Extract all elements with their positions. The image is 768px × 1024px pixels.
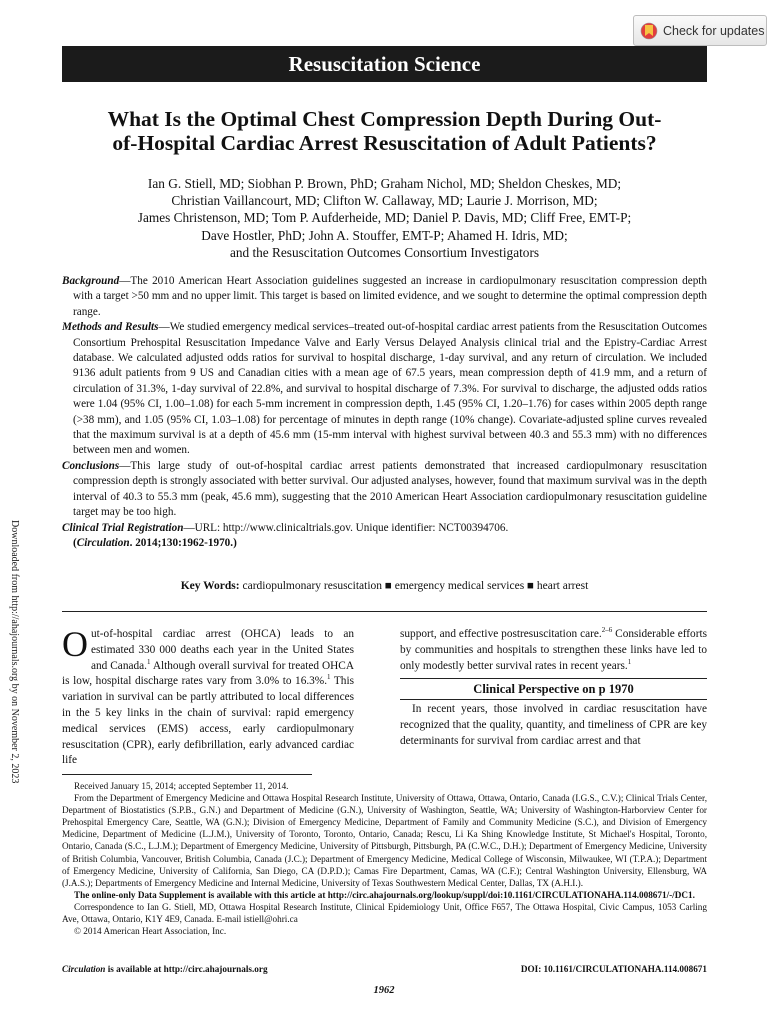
keyword: emergency medical services bbox=[394, 580, 525, 592]
square-bullet-icon: ■ bbox=[384, 580, 392, 592]
footnotes bbox=[62, 780, 707, 937]
square-bullet-icon: ■ bbox=[527, 580, 534, 592]
author-line: James Christenson, MD; Tom P. Aufderheide, MD; Daniel P. Davis, MD; Cliff Free, EMT-P; bbox=[137, 210, 632, 226]
citation-rest: . 2014;130:1962-1970.) bbox=[129, 536, 237, 549]
background-text: —The 2010 American Heart Association guidelines suggested an increase in cardiopulmonary resuscitation compression depth with a target >50 mm and no upper limit. This target is based on limited evidence, and we sought to determine the optimal compression depth range. bbox=[73, 275, 707, 318]
author-line: Christian Vaillancourt, MD; Clifton W. Callaway, MD; Laurie J. Morrison, MD; bbox=[171, 193, 598, 209]
crossmark-icon bbox=[640, 21, 658, 41]
author-list bbox=[62, 175, 707, 261]
journal-name: Circulation bbox=[62, 964, 106, 974]
title-line-1: What Is the Optimal Chest Compression Depth During Out- bbox=[107, 107, 662, 131]
author-line: Dave Hostler, PhD; John A. Stouffer, EMT-P; Ahamed H. Idris, MD; bbox=[201, 227, 568, 243]
check-for-updates-button[interactable] bbox=[633, 15, 767, 46]
abstract-trial-registration bbox=[62, 521, 707, 536]
citation-journal: Circulation bbox=[76, 536, 130, 549]
doi: DOI: 10.1161/CIRCULATIONAHA.114.008671 bbox=[520, 964, 707, 974]
drop-cap: O bbox=[62, 624, 88, 664]
abstract bbox=[62, 274, 707, 551]
received-date: Received January 15, 2014; accepted September 11, 2014. bbox=[74, 781, 289, 791]
reference-superscript: 1 bbox=[627, 657, 632, 666]
body-column-1 bbox=[62, 624, 354, 769]
download-notice: Downloaded from http://ahajournals.org by on November 2, 2023 bbox=[9, 520, 20, 784]
author-line: and the Resuscitation Outcomes Consortium Investigators bbox=[229, 244, 540, 260]
reference-superscript: 2–6 bbox=[601, 626, 613, 635]
supplement-note: The online-only Data Supplement is available with this article at http://circ.ahajournals.org/lookup/suppl/doi:10.1161/CIRCULATIONAHA.114.008671/-/DC1. bbox=[74, 889, 695, 900]
author-line: Ian G. Stiell, MD; Siobhan P. Brown, PhD; Graham Nichol, MD; Sheldon Cheskes, MD; bbox=[147, 176, 622, 191]
background-label: Background bbox=[62, 275, 120, 287]
keyword: heart arrest bbox=[536, 580, 589, 592]
section-banner: Resuscitation Science bbox=[62, 46, 707, 82]
correspondence: Correspondence to Ian G. Stiell, MD, Ottawa Hospital Research Institute, Clinical Epidemiology Unit, Office F657, The Ottawa Hospital, Civic Campus, 1053 Carling Ave, Ottawa, Ontario, K1Y 4E9, Canada. E-mail istiell@ohri.ca bbox=[62, 901, 707, 925]
reference-superscript: 1 bbox=[146, 657, 151, 666]
footnote-divider bbox=[62, 774, 312, 775]
conclusions-text: —This large study of out-of-hospital cardiac arrest patients demonstrated that increased cardiopulmonary resuscitation compression depth is strongly associated with better survival. Our adjusted analyses, however, found that maximum survival was in the depth interval of 40.3 to 55.3 mm (peak, 45.6 mm), suggesting that the 2010 American Heart Association cardiopulmonary resuscitation guideline target may be too high. bbox=[73, 459, 707, 519]
keywords bbox=[62, 580, 707, 592]
conclusions-label: Conclusions bbox=[62, 459, 120, 472]
body-text: Although overall survival for treated OHCA is low, hospital discharge rates vary from 3.0% to 16.3%. bbox=[62, 659, 354, 688]
affiliations: From the Department of Emergency Medicine and Ottawa Hospital Research Institute, University of Ottawa, Ottawa, Ontario, Canada (I.G.S., C.V.); Clinical Trials Center, Department of Biostatistics (S.P.B., G.N.) and Department of Medicine (G.N.), University of Washington, Seattle, WA; University of Washington-Harborview Center for Prehospital Emergency Care, Seattle, WA (G.N.); Division of Emergency Medicine, Department of Family and Community Medicine (S.C.), and Division of Emergency Medicine, Department of Medicine (L.J.M.), University of Toronto, Toronto, Ontario, Canada; Rescu, Li Ka Shing Knowledge Institute, St Michael's Hospital, Toronto, Ontario, Canada (S.C., L.J.M.); Department of Emergency Medicine, University of Pittsburgh, Pittsburgh, PA (C.W.C., D.H.); Department of Emergency Medicine, University of British Columbia, Vancouver, British Columbia, Canada (J.C.); Department of Emergency Medicine, Medical College of Wisconsin, Milwaukee, WI (T.P.A.); Department of Emergency Medicine, University of California, San Diego, CA (D.P.D.); Camas Fire Department, Camas, WA (C.F.); Central Washington University, Ellensburg, WA (J.A.S.); Departments of Emergency Medicine and Internal Medicine, University of Texas Southwestern Medical Center, Dallas, TX (A.H.I.). bbox=[62, 793, 707, 888]
download-sidebar bbox=[9, 520, 31, 810]
reference-superscript: 1 bbox=[327, 673, 331, 682]
body-column-2 bbox=[400, 627, 707, 674]
page-number: 1962 bbox=[373, 985, 395, 996]
trial-text: —URL: http://www.clinicaltrials.gov. Unique identifier: NCT00394706. bbox=[183, 521, 509, 534]
body-text: Considerable efforts by communities and hospitals to strengthen these links have led to only modestly better survival rates in recent years. bbox=[400, 628, 707, 672]
check-for-updates-label: Check for updates bbox=[663, 23, 765, 38]
abstract-citation: (Circulation. 2014;130:1962-1970.) bbox=[73, 536, 237, 549]
journal-url-text: is available at http://circ.ahajournals.org bbox=[105, 964, 268, 974]
title-line-2: of-Hospital Cardiac Arrest Resuscitation of Adult Patients? bbox=[112, 131, 657, 155]
body-column-2-continued: In recent years, those involved in cardiac resuscitation have recognized that the quality, quantity, and timeliness of CPR are key determinants for survival from cardiac arrest and that bbox=[400, 703, 707, 747]
divider bbox=[62, 611, 707, 612]
copyright: © 2014 American Heart Association, Inc. bbox=[74, 926, 227, 937]
keyword: cardiopulmonary resuscitation bbox=[242, 580, 383, 592]
article-title bbox=[62, 107, 707, 155]
keywords-label: Key Words: bbox=[180, 580, 240, 592]
journal-url bbox=[62, 964, 268, 974]
abstract-methods bbox=[62, 320, 707, 459]
body-text: support, and effective postresuscitation care. bbox=[400, 628, 602, 640]
methods-label: Methods and Results bbox=[62, 321, 159, 334]
methods-text: —We studied emergency medical services–treated out-of-hospital cardiac arrest patients from the Resuscitation Outcomes Consortium Prehospital Resuscitation Impedance Valve and Early Versus Delayed Analysis clinical trial and the Epistry-Cardiac Arrest database. We calculated adjusted odds ratios for survival to hospital discharge, 1-day survival, and any return of circulation. We included 9136 adult patients from 9 US and Canadian cities with a mean age of 67.5 years, mean compression depth of 41.9 mm, and a return of circulation of 31.3%, 1-day survival of 22.8%, and survival to hospital discharge of 7.3%. For survival to discharge, the adjusted odds ratios were 1.04 (95% CI, 1.00–1.08) for each 5-mm increment in compression depth, 1.45 (95% CI, 1.20–1.76) for cases within 2005 depth range (>38 mm), and 1.05 (95% CI, 1.03–1.08) for percentage of minutes in depth range (10% change). Covariate-adjusted spline curves revealed that the maximum survival is at a depth of 45.6 mm (15-mm interval with highest survival between 40.3 and 55.3 mm) with no differences between men and women. bbox=[73, 321, 707, 457]
abstract-conclusions bbox=[62, 459, 707, 521]
trial-label: Clinical Trial Registration bbox=[62, 521, 184, 534]
body-text: ut-of-hospital cardiac arrest (OHCA) leads to an estimated 330 000 deaths each year in the United States and Canada. bbox=[91, 628, 354, 672]
body-text: This variation in survival can be partly attributed to local differences in the 5 key links in the chain of survival: rapid emergency medical services (EMS) access, early cardiopulmonary resuscitation (CPR), early defibrillation, early advanced cardiac life bbox=[62, 675, 354, 767]
clinical-perspective-box: Clinical Perspective on p 1970 bbox=[400, 678, 707, 700]
abstract-background bbox=[62, 274, 707, 320]
